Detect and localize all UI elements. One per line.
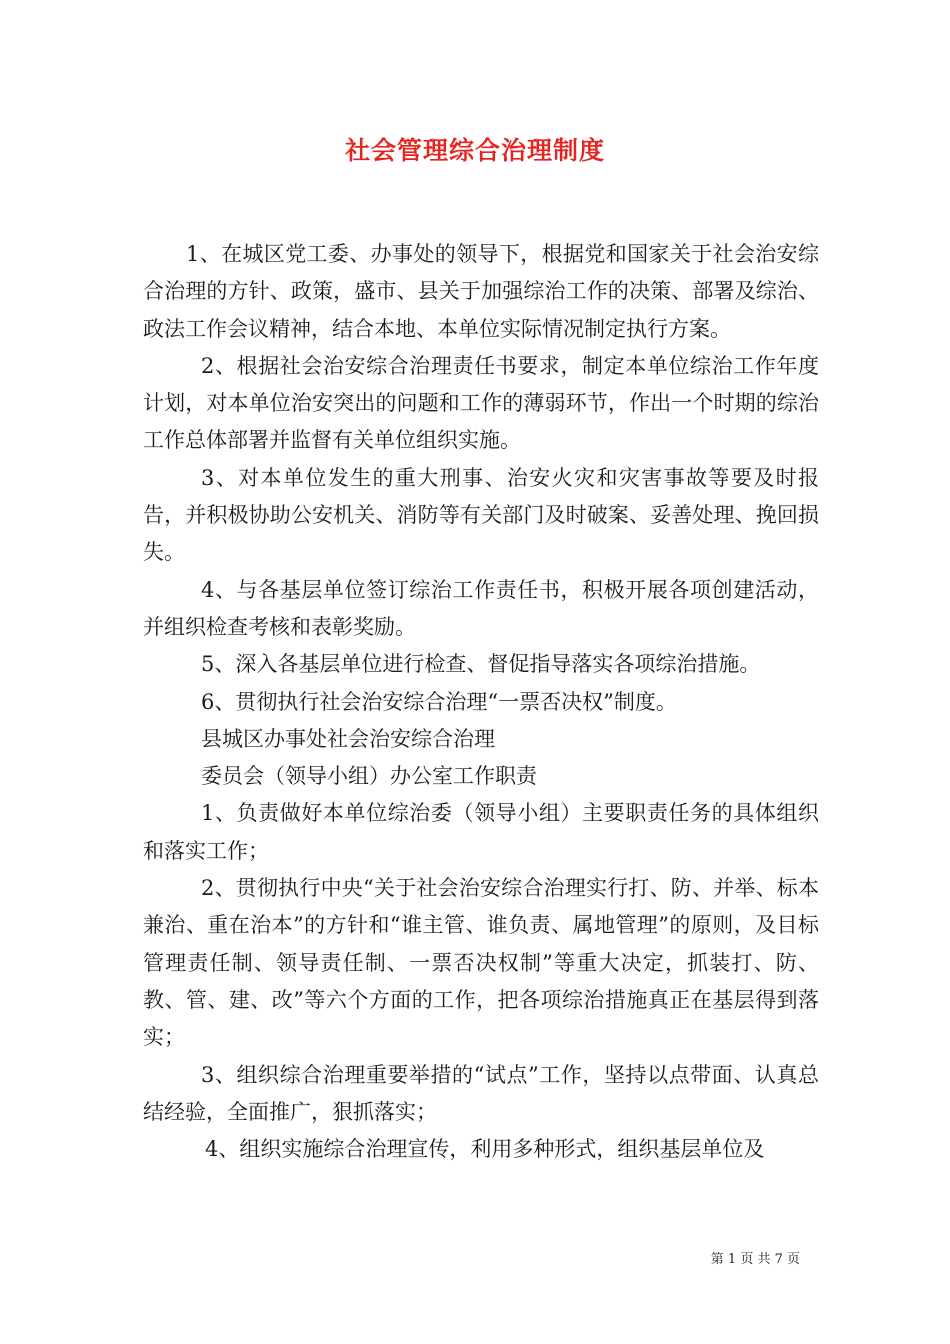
- page-number: 第 1 页 共 7 页: [710, 1252, 800, 1267]
- section-heading-line-2: 委员会（领导小组）办公室工作职责: [201, 764, 537, 789]
- paragraph-6: 6、贯彻执行社会治安综合治理“一票否决权”制度。: [201, 689, 677, 714]
- paragraph-1: 1、在城区党工委、办事处的领导下，根据党和国家关于社会治安综合治理的方针、政策，盛市、县关于加强综治工作的决策、部署及综治、政法工作会议精神，结合本地、本单位实际情况制定执行方案。: [143, 242, 819, 341]
- paragraph-4: 4、与各基层单位签订综治工作责任书，积极开展各项创建活动，并组织检查考核和表彰奖励。: [143, 577, 819, 639]
- document-body: [143, 236, 819, 1168]
- paragraph-2: 2、根据社会治安综合治理责任书要求，制定本单位综治工作年度计划，对本单位治安突出的问题和工作的薄弱环节，作出一个时期的综治工作总体部署并监督有关单位组织实施。: [143, 353, 819, 453]
- paragraph-7: 1、负责做好本单位综治委（领导小组）主要职责任务的具体组织和落实工作；: [143, 801, 819, 863]
- paragraph-8: 2、贯彻执行中央“关于社会治安综合治理实行打、防、并举、标本兼治、重在治本”的方针和“谁主管、谁负责、属地管理”的原则，及目标管理责任制、领导责任制、一票否决权制”等重大决定，抓装打、防、教、管、建、改”等六个方面的工作，把各项综治措施真正在基层得到落实；: [143, 876, 819, 1050]
- document-title: 社会管理综合治理制度: [344, 136, 605, 165]
- section-heading-line-1: 县城区办事处社会治安综合治理: [201, 726, 495, 751]
- paragraph-10: 4、组织实施综合治理宣传，利用多种形式，组织基层单位及: [205, 1137, 765, 1162]
- paragraph-3: 3、对本单位发生的重大刑事、治安火灾和灾害事故等要及时报告，并积极协助公安机关、消防等有关部门及时破案、妥善处理、挽回损失。: [143, 465, 819, 565]
- paragraph-9: 3、组织综合治理重要举措的“试点”工作，坚持以点带面、认真总结经验，全面推广，狠抓落实；: [143, 1062, 819, 1124]
- paragraph-5: 5、深入各基层单位进行检查、督促指导落实各项综治措施。: [201, 652, 761, 677]
